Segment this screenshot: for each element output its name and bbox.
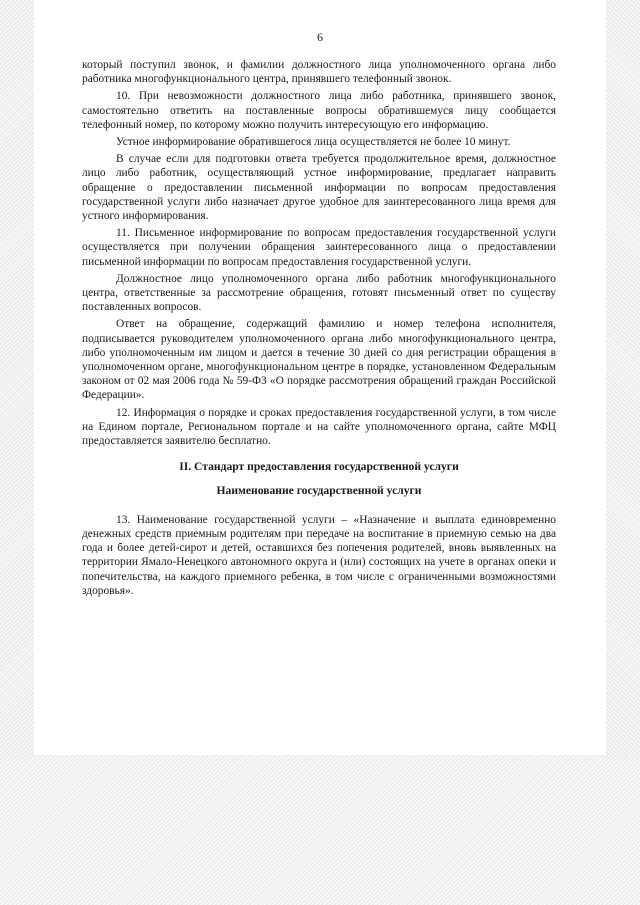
section-title: II. Стандарт предоставления государственной услуги	[179, 460, 459, 474]
paragraph-oral-duration: Устное информирование обратившегося лица осуществляется не более 10 минут.	[116, 136, 511, 149]
paragraph-answer-signing: Ответ на обращение, содержащий фамилию и номер телефона исполнителя, подписывается руководителем уполномоченного органа либо многофункционального центра, либо уполномоченным им лицом и дается в течение 30 дней со дня регистрации обращения в уполномоченном органе, многофункциональном центре в порядке, установленном Федеральным законом от 02 мая 2006 года № 59-ФЗ «О порядке рассмотрения обращений граждан Российской Федерации».	[82, 318, 556, 402]
paragraph-continuation: который поступил звонок, и фамилии должностного лица уполномоченного органа либо работника многофункционального центра, принявшего телефонный звонок.	[82, 59, 556, 86]
subsection-title: Наименование государственной услуги	[216, 484, 422, 498]
page-number: 6	[317, 30, 323, 44]
document-body	[82, 58, 556, 601]
paragraph-written-answer: Должностное лицо уполномоченного органа либо работник многофункционального центра, ответственные за рассмотрение обращения, готовят письменный ответ по существу поставленных вопросов.	[82, 272, 556, 314]
paragraph-11: 11. Письменное информирование по вопросам предоставления государственной услуги осуществляется при получении обращения заинтересованного лица о предоставлении письменной информации по вопросам предоставления государственной услуги.	[82, 227, 556, 268]
paragraph-12: 12. Информация о порядке и сроках предоставления государственной услуги, в том числе на Едином портале, Региональном портале и на сайте уполномоченного органа, сайте МФЦ предоставляется заявителю бесплатно.	[82, 406, 556, 448]
paragraph-13: 13. Наименование государственной услуги – «Назначение и выплата единовременно денежных средств приемным родителям при передаче на воспитание в приемную семью на два года и более детей-сирот и детей, оставшихся без попечения родителей, вновь выявленных на территории Ямало-Ненецкого автономного округа и (или) состоящих на учете в органах опеки и попечительства, на каждого приемного ребенка, в том числе с ограниченными возможностями здоровья».	[82, 513, 556, 597]
paragraph-long-answer: В случае если для подготовки ответа требуется продолжительное время, должностное лицо либо работник, осуществляющий устное информирование, предлагает направить обращение о предоставлении письменной информации по вопросам предоставления государственной услуги либо назначает другое удобное для заинтересованного лица время для устного информирования.	[82, 153, 556, 223]
paragraph-10: 10. При невозможности должностного лица либо работника, принявшего звонок, самостоятельно ответить на поставленные вопросы обратившемуся лицу сообщается телефонный номер, по которому можно получить интересующую его информацию.	[82, 90, 556, 131]
scan-border-bottom	[0, 755, 640, 905]
